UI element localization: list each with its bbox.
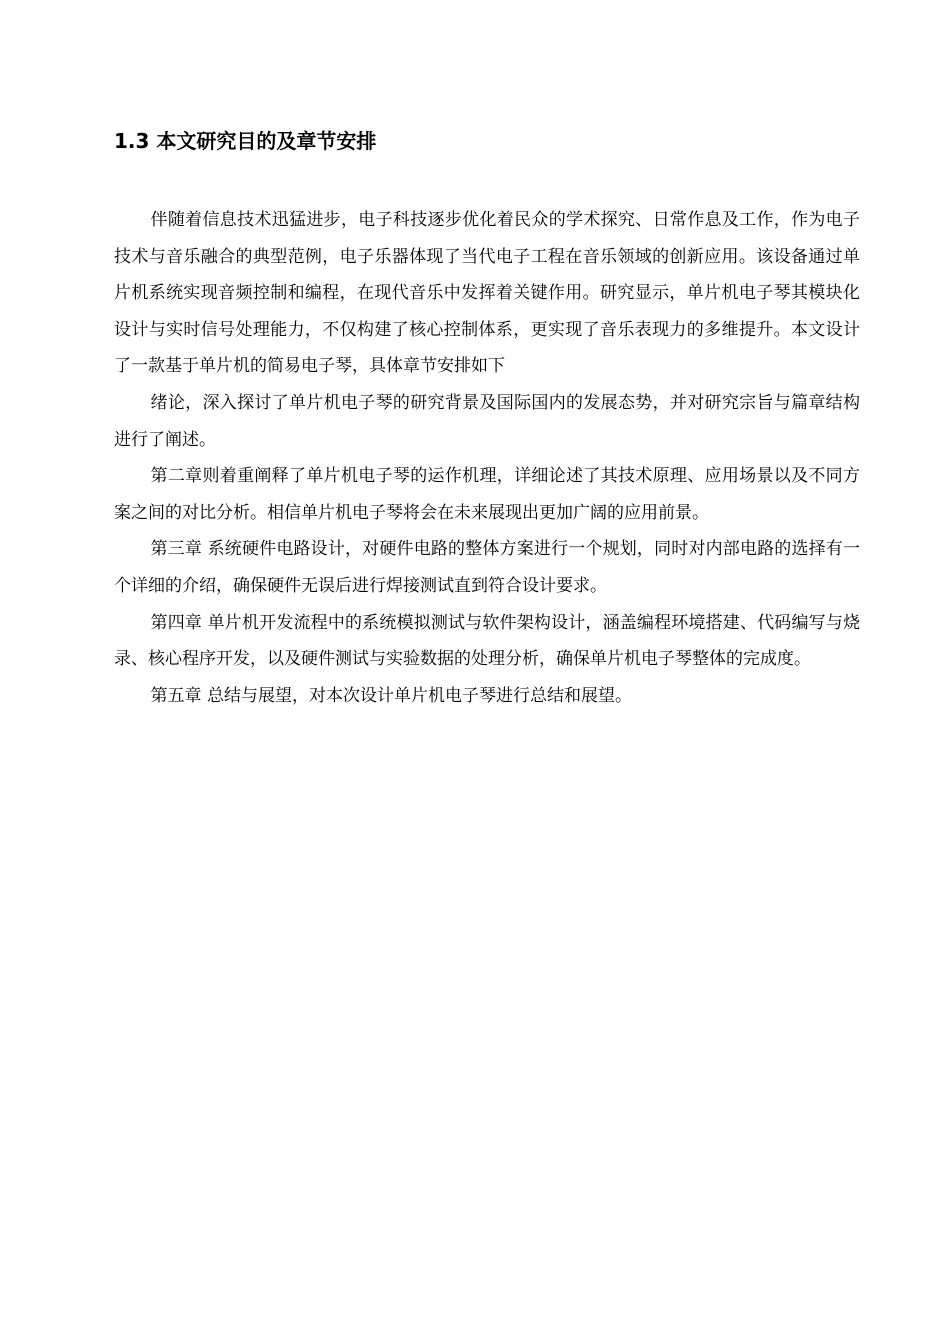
section-number: 1.3 bbox=[114, 129, 150, 153]
paragraph-chapter-three: 第三章 系统硬件电路设计，对硬件电路的整体方案进行一个规划，同时对内部电路的选择有一个详细的介绍，确保硬件无误后进行焊接测试直到符合设计要求。 bbox=[114, 539, 860, 596]
paragraph-chapter-five: 第五章 总结与展望，对本次设计单片机电子琴进行总结和展望。 bbox=[150, 685, 632, 706]
paragraph-chapter-four: 第四章 单片机开发流程中的系统模拟测试与软件架构设计，涵盖编程环境搭建、代码编写与烧录、核心程序开发，以及硬件测试与实验数据的处理分析，确保单片机电子琴整体的完成度。 bbox=[114, 612, 860, 670]
paragraph-chapter-two: 第二章则着重阐释了单片机电子琴的运作机理，详细论述了其技术原理、应用场景以及不同方案之间的对比分析。相信单片机电子琴将会在未来展现出更加广阔的应用前景。 bbox=[114, 466, 860, 523]
body-text bbox=[114, 202, 860, 714]
section-title: 本文研究目的及章节安排 bbox=[156, 129, 377, 153]
section-heading bbox=[114, 127, 376, 155]
paragraph-chapter-one: 绪论，深入探讨了单片机电子琴的研究背景及国际国内的发展态势，并对研究宗旨与篇章结构进行了阐述。 bbox=[114, 392, 860, 450]
paragraph-introduction: 伴随着信息技术迅猛进步，电子科技逐步优化着民众的学术探究、日常作息及工作，作为电子技术与音乐融合的典型范例，电子乐器体现了当代电子工程在音乐领域的创新应用。该设备通过单片机系统实现音频控制和编程，在现代音乐中发挥着关键作用。研究显示，单片机电子琴其模块化设计与实时信号处理能力，不仅构建了核心控制体系，更实现了音乐表现力的多维提升。本文设计了一款基于单片机的简易电子琴，具体章节安排如下 bbox=[114, 210, 860, 377]
